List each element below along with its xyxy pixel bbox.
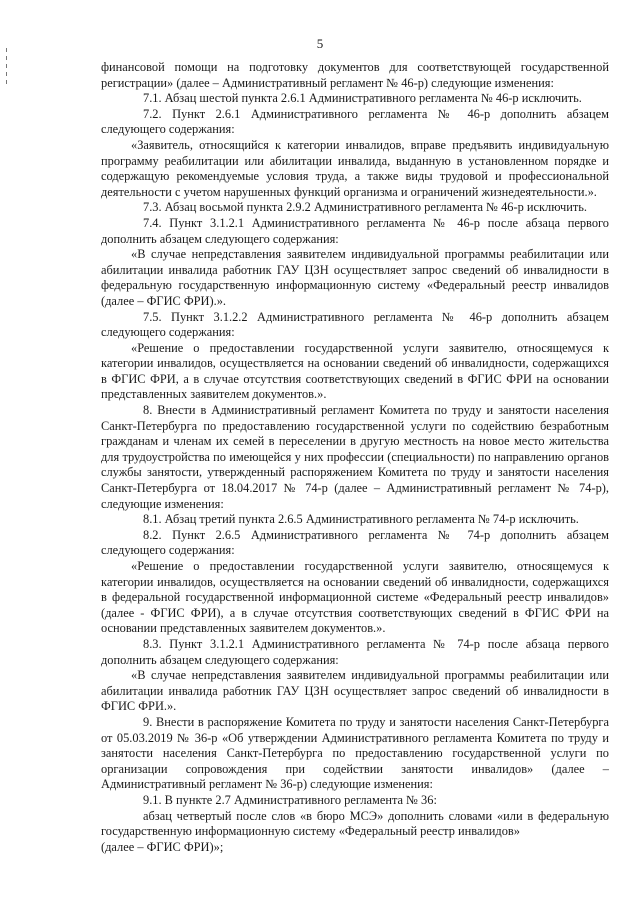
paragraph: 9. Внести в распоряжение Комитета по труду и занятости населения Санкт-Петербурга от 05.03.2019 № 36-р «Об утверждении Административного регламента Комитета по труду и занятости населения Санкт-Петербурга по предоставлению государственной услуги по организации сопровождения при содействии занятости инвалидов» (далее – Административный регламент № 36-р) следующие изменения: <box>101 714 609 792</box>
document-body <box>101 60 609 855</box>
paragraph: «Решение о предоставлении государственной услуги заявителю, относящемуся к категории инвалидов, осуществляется на основании сведений об инвалидности, содержащихся в федеральной государственной информационной системе «Федеральный реестр инвалидов» (далее - ФГИС ФРИ), а в случае отсутствия соответствующих сведений в ФГИС ФРИ на основании представленных заявителем документов.». <box>101 559 609 636</box>
margin-mark <box>6 64 7 68</box>
paragraph: финансовой помощи на подготовку документов для соответствующей государственной регистрации» (далее – Административный регламент № 46-р) следующие изменения: <box>101 60 609 90</box>
paragraph: «В случае непредставления заявителем индивидуальной программы реабилитации или абилитации инвалида работник ГАУ ЦЗН осуществляет запрос сведений об инвалидности в федеральную государственную информационную систему «Федеральный реестр инвалидов (далее – ФГИС ФРИ).». <box>101 247 609 308</box>
paragraph: 8.2. Пункт 2.6.5 Административного регламента № 74-р дополнить абзацем следующего содержания: <box>101 527 609 558</box>
margin-mark <box>6 48 7 52</box>
paragraph: «В случае непредставления заявителем индивидуальной программы реабилитации или абилитации инвалида работник ГАУ ЦЗН осуществляет запрос сведений об инвалидности в ФГИС ФРИ.». <box>101 668 609 714</box>
paragraph: «Заявитель, относящийся к категории инвалидов, вправе предъявить индивидуальную программу реабилитации или абилитации инвалида, выданную в установленном порядке и содержащую рекомендуемые условия труда, а также виды трудовой и профессиональной деятельности с учетом нарушенных функций организма и ограничений жизнедеятельности.». <box>101 137 609 199</box>
paragraph: (далее – ФГИС ФРИ)»; <box>101 839 224 854</box>
paragraph: 8.3. Пункт 3.1.2.1 Административного регламента № 74-р после абзаца первого дополнить абзацем следующего содержания: <box>101 636 609 667</box>
margin-mark <box>6 72 7 76</box>
paragraph: абзац четвертый после слов «в бюро МСЭ» дополнить словами «или в федеральную государственную информационную систему «Федеральный реестр инвалидов» <box>101 808 609 839</box>
paragraph: 8. Внести в Административный регламент Комитета по труду и занятости населения Санкт-Петербурга по предоставлению государственной услуги по содействию безработным гражданам и членам их семей в переселении в другую местность на новое место жительства для трудоустройства по имеющейся у них профессии (специальности) по направлению органов службы занятости, утвержденный распоряжением Комитета по труду и занятости населения Санкт-Петербурга от 18.04.2017 № 74-р (далее – Административный регламент № 74-р), следующие изменения: <box>101 403 609 511</box>
page-number: 5 <box>316 36 324 51</box>
paragraph: 7.5. Пункт 3.1.2.2 Административного регламента № 46-р дополнить абзацем следующего содержания: <box>101 309 609 340</box>
paragraph: 7.2. Пункт 2.6.1 Административного регламента № 46-р дополнить абзацем следующего содержания: <box>101 106 609 137</box>
paragraph: 7.1. Абзац шестой пункта 2.6.1 Административного регламента № 46-р исключить. <box>143 91 582 106</box>
paragraph: 9.1. В пункте 2.7 Административного регламента № 36: <box>143 792 437 807</box>
paragraph: 8.1. Абзац третий пункта 2.6.5 Административного регламента № 74-р исключить. <box>143 512 579 527</box>
paragraph: 7.3. Абзац восьмой пункта 2.9.2 Административного регламента № 46-р исключить. <box>143 200 588 215</box>
paragraph: 7.4. Пункт 3.1.2.1 Административного регламента № 46-р после абзаца первого дополнить абзацем следующего содержания: <box>101 215 609 246</box>
margin-mark <box>6 56 7 60</box>
margin-mark <box>6 80 7 84</box>
margin-marks <box>4 44 10 104</box>
paragraph: «Решение о предоставлении государственной услуги заявителю, относящемуся к категории инвалидов, осуществляется на основании сведений об инвалидности, содержащихся в ФГИС ФРИ, а в случае отсутствия соответствующих сведений в ФГИС ФРИ на основании представленных заявителем документов.». <box>101 340 609 402</box>
